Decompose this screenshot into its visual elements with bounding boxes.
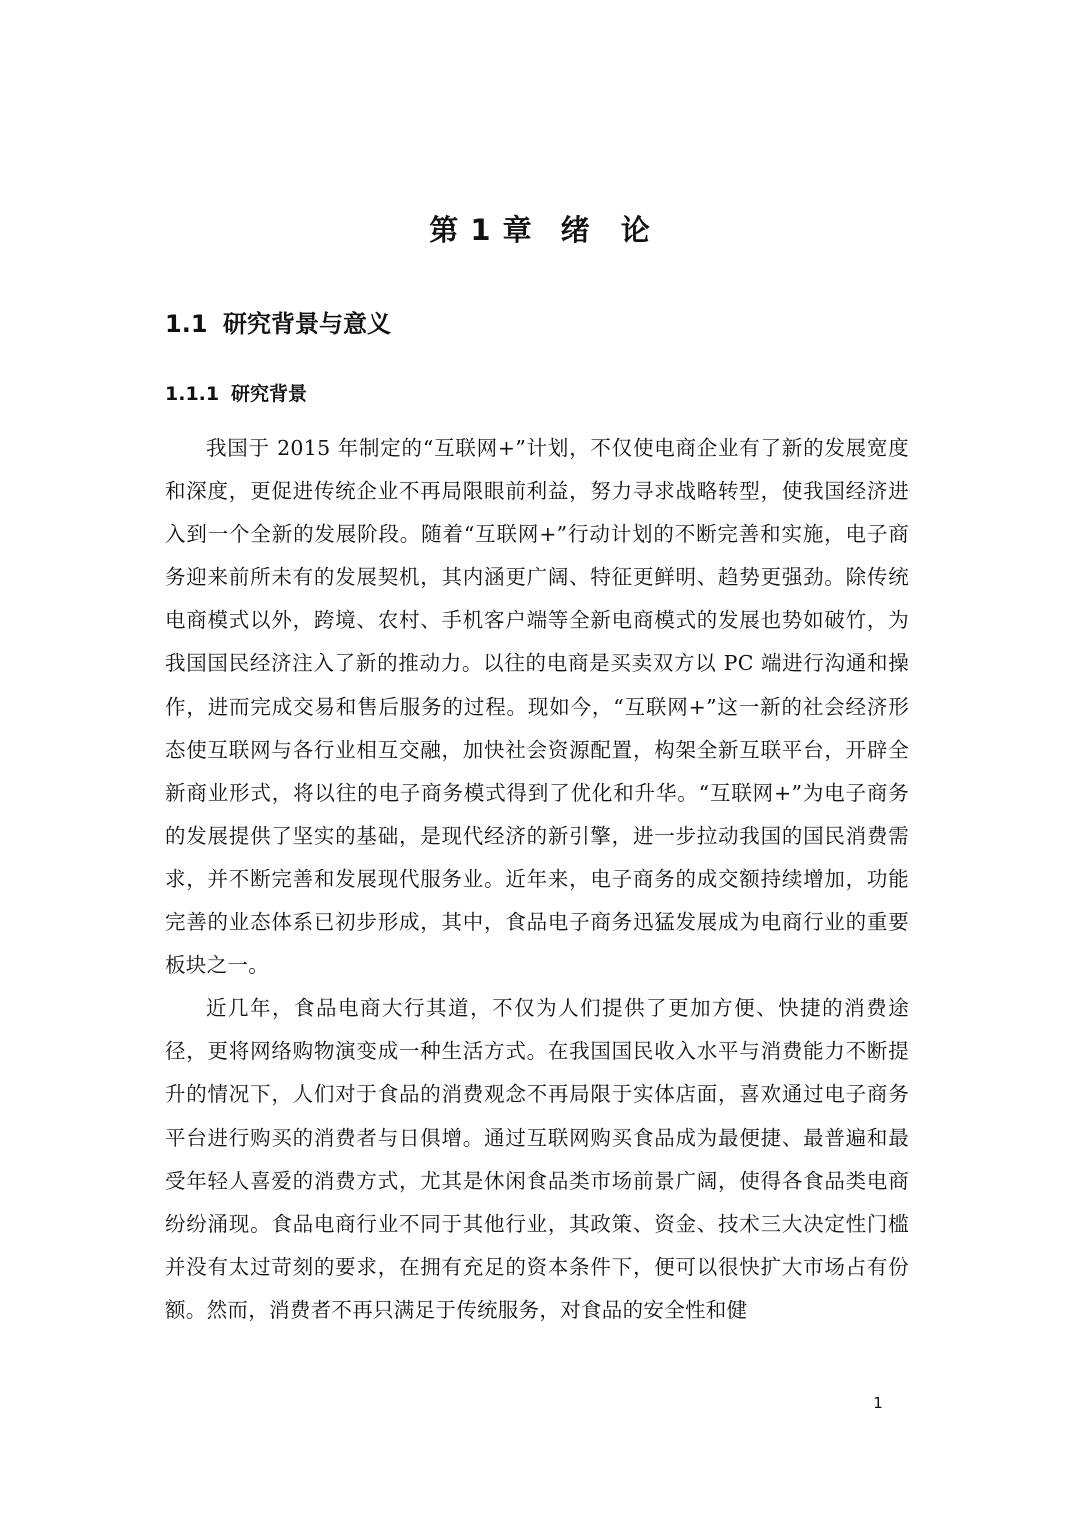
subsection-title: 研究背景	[231, 383, 308, 405]
section-title: 研究背景与意义	[223, 310, 391, 338]
section-number: 1.1	[165, 310, 208, 338]
chapter-number: 第 1 章	[429, 213, 533, 247]
paragraph: 近几年，食品电商大行其道，不仅为人们提供了更加方便、快捷的消费途径，更将网络购物演变成一种生活方式。在我国国民收入水平与消费能力不断提升的情况下，人们对于食品的消费观念不再局限于实体店面，喜欢通过电子商务平台进行购买的消费者与日俱增。通过互联网购买食品成为最便捷、最普遍和最受年轻人喜爱的消费方式，尤其是休闲食品类市场前景广阔，使得各食品类电商纷纷涌现。食品电商行业不同于其他行业，其政策、资金、技术三大决定性门槛并没有太过苛刻的要求，在拥有充足的资本条件下，便可以很快扩大市场占有份额。然而，消费者不再只满足于传统服务，对食品的安全性和健	[165, 996, 909, 1322]
paragraph: 我国于 2015 年制定的“互联网+”计划，不仅使电商企业有了新的发展宽度和深度，更促进传统企业不再局限眼前利益，努力寻求战略转型，使我国经济进入到一个全新的发展阶段。随着“互联网+”行动计划的不断完善和实施，电子商务迎来前所未有的发展契机，其内涵更广阔、特征更鲜明、趋势更强劲。除传统电商模式以外，跨境、农村、手机客户端等全新电商模式的发展也势如破竹，为我国国民经济注入了新的推动力。以往的电商是买卖双方以 PC 端进行沟通和操作，进而完成交易和售后服务的过程。现如今，“互联网+”这一新的社会经济形态使互联网与各行业相互交融，加快社会资源配置，构架全新互联平台，开辟全新商业形式，将以往的电子商务模式得到了优化和升华。“互联网+”为电子商务的发展提供了坚实的基础，是现代经济的新引擎，进一步拉动我国的国民消费需求，并不断完善和发展现代服务业。近年来，电子商务的成交额持续增加，功能完善的业态体系已初步形成，其中，食品电子商务迅猛发展成为电商行业的重要板块之一。	[165, 436, 909, 978]
chapter-title	[0, 208, 1080, 249]
chapter-title-part1: 绪	[560, 213, 591, 247]
section-heading	[165, 304, 391, 339]
subsection-number: 1.1.1	[165, 383, 220, 405]
page-number: 1	[873, 1394, 883, 1412]
body-text	[165, 427, 909, 1332]
chapter-title-part2: 论	[620, 213, 651, 247]
subsection-heading	[165, 379, 307, 406]
